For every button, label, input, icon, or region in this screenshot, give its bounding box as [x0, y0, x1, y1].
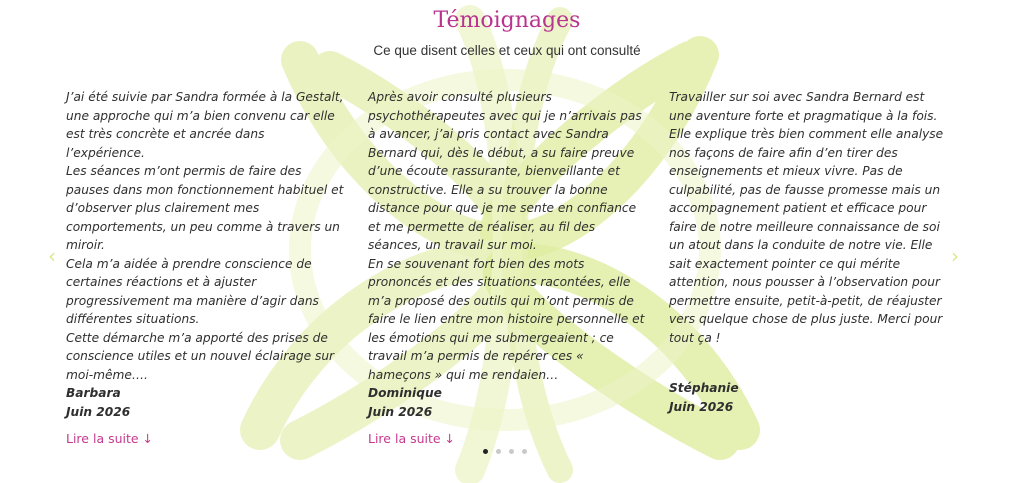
testimonial-paragraph: Cela m’a aidée à prendre conscience de certaines réactions et à ajuster progressivement ma manière d’agir dans différentes situations.	[66, 256, 319, 326]
carousel-prev-icon[interactable]: ‹	[48, 244, 56, 268]
testimonial-paragraph: Les séances m’ont permis de faire des pauses dans mon fonctionnement habituel et d’observer plus clairement mes comportements, un peu comme à travers un miroir.	[66, 164, 344, 252]
carousel-pagination	[483, 449, 527, 454]
testimonial-date: Juin 2026	[669, 399, 734, 414]
testimonial-paragraph: En se souvenant fort bien des mots prononcés et des situations racontées, elle m’a proposé des outils qui m’ont permis de faire le lien entre mon histoire personnelle et les émotions qui me submergeaient ; ce travail m’a permis de repérer ces « hameçons » qui me rendaien…	[368, 256, 645, 382]
carousel-dot-1[interactable]	[483, 449, 488, 454]
carousel-dot-3[interactable]	[509, 449, 514, 454]
page-title: Témoignages	[433, 8, 581, 33]
testimonial-author: Dominique	[368, 386, 442, 400]
testimonial-card-dominique	[368, 88, 648, 449]
testimonial-author: Stéphanie	[669, 381, 739, 395]
testimonial-paragraph: J’ai été suivie par Sandra formée à la Gestalt, une approche qui m’a bien convenu car elle est très concrète et ancrée dans l’expérience.	[66, 90, 344, 160]
testimonial-card-stephanie	[669, 88, 944, 416]
testimonial-author: Barbara	[66, 386, 121, 400]
testimonial-date: Juin 2026	[368, 404, 433, 419]
carousel-next-icon[interactable]: ›	[951, 244, 959, 268]
read-more-link[interactable]: Lire la suite ↓	[368, 431, 456, 446]
carousel-dot-4[interactable]	[522, 449, 527, 454]
testimonial-date: Juin 2026	[66, 404, 131, 419]
testimonial-paragraph: Après avoir consulté plusieurs psychothérapeutes avec qui je n’arrivais pas à avancer, j’ai pris contact avec Sandra Bernard qui, dès le début, a su faire preuve d’une écoute rassurante, bienveillante et constructive. Elle a su trouver la bonne distance pour que je me sente en confiance et me permette de réaliser, au fil des séances, un travail sur moi.	[368, 90, 642, 252]
page-subtitle: Ce que disent celles et ceux qui ont consulté	[373, 43, 641, 58]
testimonial-card-barbara	[66, 88, 346, 449]
testimonial-paragraph: Cette démarche m’a apporté des prises de conscience utiles et un nouvel éclairage sur moi-même….	[66, 330, 335, 382]
read-more-link[interactable]: Lire la suite ↓	[66, 431, 154, 446]
testimonial-paragraph: Travailler sur soi avec Sandra Bernard est une aventure forte et pragmatique à la fois. Elle explique très bien comment elle analyse nos façons de faire afin d’en tirer des enseignements et mieux vivre. Pas de culpabilité, pas de fausse promesse mais un accompagnement patient et efficace pour faire de notre meilleure connaissance de soi un atout dans la conduite de notre vie. Elle sait exactement pointer ce qui mérite attention, nous pousser à l’observation pour permettre ensuite, petit-à-petit, de réajuster vers quelque chose de plus juste. Merci pour tout ça !	[669, 90, 944, 345]
carousel-dot-2[interactable]	[496, 449, 501, 454]
